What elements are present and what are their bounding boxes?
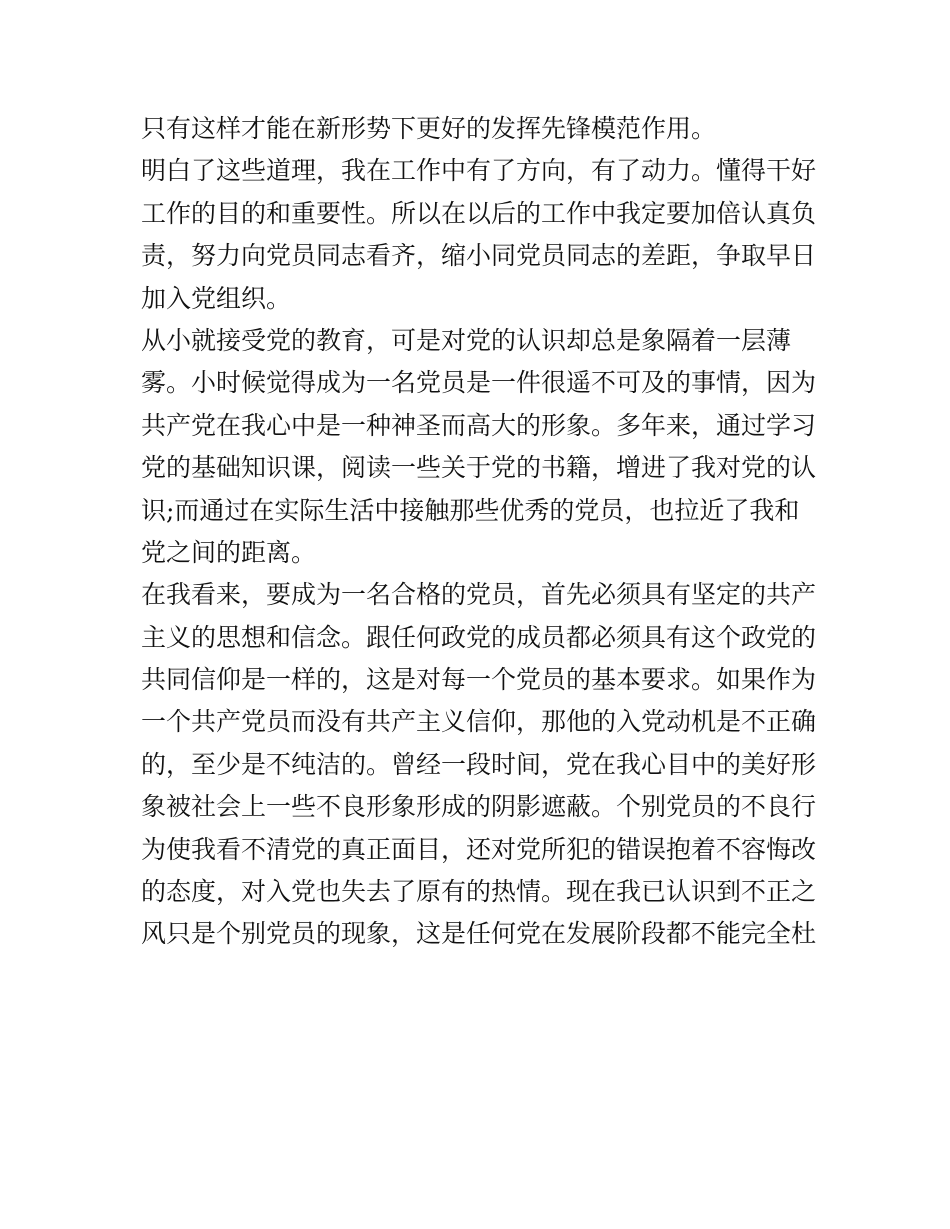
text-line: 从小就接受党的教育，可是对党的认识却总是象隔着一层薄 <box>141 325 792 355</box>
text-line: 的态度，对入党也失去了原有的热情。现在我已认识到不正之 <box>141 877 817 907</box>
document-body <box>141 108 821 956</box>
text-line: 责，努力向党员同志看齐，缩小同党员同志的差距，争取早日 <box>141 241 817 271</box>
text-line: 识;而通过在实际生活中接触那些优秀的党员，也拉近了我和 <box>141 495 800 525</box>
text-line: 党的基础知识课，阅读一些关于党的书籍，增进了我对党的认 <box>141 453 817 483</box>
text-line: 共同信仰是一样的，这是对每一个党员的基本要求。如果作为 <box>141 665 817 695</box>
text-line: 党之间的距离。 <box>141 537 317 567</box>
text-line: 为使我看不清党的真正面目，还对党所犯的错误抱着不容悔改 <box>141 834 817 864</box>
text-line: 共产党在我心中是一种神圣而高大的形象。多年来，通过学习 <box>141 410 817 440</box>
text-line: 工作的目的和重要性。所以在以后的工作中我定要加倍认真负 <box>141 198 817 228</box>
text-line: 明白了这些道理，我在工作中有了方向，有了动力。懂得干好 <box>141 156 817 186</box>
text-line: 加入党组织。 <box>141 283 292 313</box>
text-line: 的，至少是不纯洁的。曾经一段时间，党在我心目中的美好形 <box>141 749 817 779</box>
text-line: 在我看来，要成为一名合格的党员，首先必须具有坚定的共产 <box>141 580 817 610</box>
text-line: 只有这样才能在新形势下更好的发挥先锋模范作用。 <box>141 114 717 143</box>
text-line: 象被社会上一些不良形象形成的阴影遮蔽。个别党员的不良行 <box>141 792 817 822</box>
text-line: 主义的思想和信念。跟任何政党的成员都必须具有这个政党的 <box>141 622 817 652</box>
text-line: 雾。小时候觉得成为一名党员是一件很遥不可及的事情，因为 <box>141 368 817 398</box>
text-line: 风只是个别党员的现象，这是任何党在发展阶段都不能完全杜 <box>141 919 817 949</box>
text-line: 一个共产党员而没有共产主义信仰，那他的入党动机是不正确 <box>141 707 817 737</box>
